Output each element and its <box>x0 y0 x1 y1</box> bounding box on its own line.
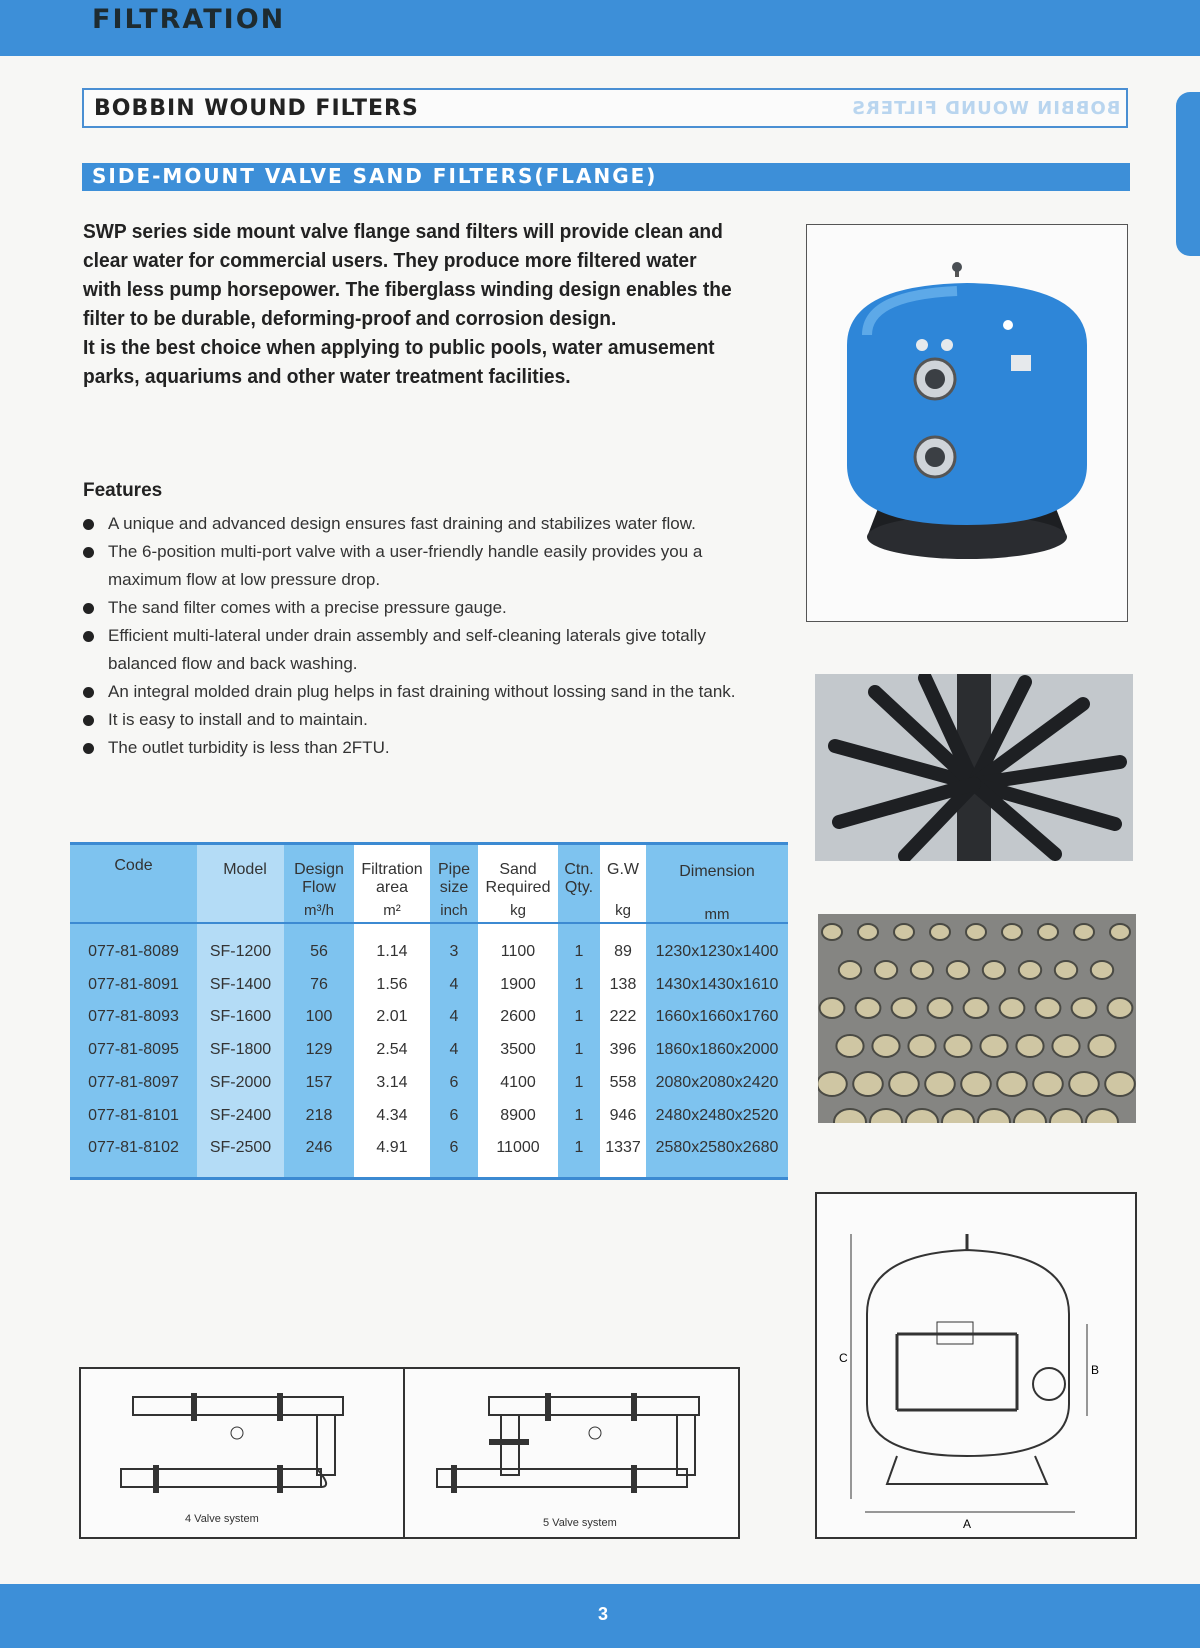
table-row <box>70 1107 788 1139</box>
cell-flow: 100 <box>305 1008 333 1026</box>
cell-area: 4.91 <box>376 1139 408 1157</box>
table-row <box>70 1008 788 1040</box>
table-top-rule <box>70 842 788 845</box>
cell-sand: 8900 <box>500 1106 536 1124</box>
cell-pipe: 3 <box>449 943 459 960</box>
cell-ctn: 1 <box>574 1073 584 1091</box>
features-title: Features <box>83 480 163 501</box>
header-flow-1: Design <box>294 861 344 878</box>
section-box-title <box>82 88 1128 128</box>
table-row <box>70 1139 788 1171</box>
header-pipe-2: size <box>439 879 469 896</box>
cell-gw: 558 <box>609 1073 637 1091</box>
header-ctn-1: Ctn. <box>564 861 594 878</box>
header-gw: G.W <box>607 861 639 878</box>
cell-pipe: 6 <box>449 1139 459 1157</box>
cell-area: 2.01 <box>376 1008 408 1026</box>
cell-area: 1.56 <box>376 975 408 993</box>
subsection-bar <box>82 163 1130 191</box>
cell-pipe: 6 <box>449 1073 459 1091</box>
cell-code: 077-81-8093 <box>88 1008 179 1026</box>
cell-model: SF-1800 <box>209 1041 272 1059</box>
table-row <box>70 976 788 1008</box>
cell-dim: 2480x2480x2520 <box>655 1106 779 1124</box>
lateral-arms-illustration <box>815 674 1133 861</box>
cell-gw: 89 <box>614 943 632 960</box>
cell-area: 2.54 <box>376 1041 408 1059</box>
page-number: 3 <box>598 1604 609 1624</box>
header-area-2: area <box>375 879 409 896</box>
feature-item: The outlet turbidity is less than 2FTU. <box>83 734 763 762</box>
cell-flow: 76 <box>310 975 328 993</box>
feature-item: The sand filter comes with a precise pressure gauge. <box>83 594 763 622</box>
tank-dimension-drawing <box>817 1194 1135 1537</box>
cell-ctn: 1 <box>574 1139 584 1157</box>
cell-pipe: 4 <box>449 1041 459 1059</box>
dim-b-label: B <box>1091 1363 1100 1377</box>
cell-model: SF-2500 <box>209 1139 272 1157</box>
cell-model: SF-1200 <box>209 943 272 960</box>
cell-sand: 2600 <box>500 1008 536 1026</box>
box-title-bleed: BOBBIN WOUND FILTERS <box>850 98 1120 119</box>
cell-sand: 3500 <box>500 1041 536 1059</box>
cell-gw: 138 <box>609 975 637 993</box>
cell-area: 3.14 <box>376 1073 408 1091</box>
page-category-title: FILTRATION <box>92 4 286 35</box>
filter-tank-photo <box>806 224 1128 622</box>
header-gw-unit: kg <box>615 902 631 919</box>
cell-code: 077-81-8089 <box>88 943 179 960</box>
table-row <box>70 1041 788 1073</box>
cell-ctn: 1 <box>574 943 584 960</box>
cell-pipe: 4 <box>449 975 459 993</box>
five-valve-diagram <box>403 1367 740 1539</box>
dimension-diagram <box>815 1192 1137 1539</box>
cell-sand: 1100 <box>500 943 536 960</box>
header-code: Code <box>114 857 153 874</box>
cell-dim: 1230x1230x1400 <box>655 943 779 960</box>
cell-model: SF-1400 <box>209 975 272 993</box>
intro-paragraph-2: It is the best choice when applying to public pools, water amusement parks, aquariums and other water treatment facilities. <box>83 337 715 388</box>
cell-sand: 4100 <box>500 1073 536 1091</box>
table-bottom-rule <box>70 1177 788 1180</box>
dim-a-label: A <box>963 1517 972 1531</box>
cell-sand: 1900 <box>500 975 536 993</box>
cell-gw: 222 <box>609 1008 637 1026</box>
feature-item: The 6-position multi-port valve with a user-friendly handle easily provides you a maximum flow at low pressure drop. <box>83 538 763 594</box>
cell-model: SF-2400 <box>209 1106 272 1124</box>
cell-model: SF-2000 <box>209 1073 272 1091</box>
cell-flow: 246 <box>305 1139 333 1157</box>
footer-bar <box>0 1584 1200 1648</box>
intro-paragraph-1: SWP series side mount valve flange sand filters will provide clean and clear water for commercial users. They produce more filtered water with less pump horsepower. The fiberglass winding design enables the filter to be durable, deforming-proof and corrosion design. <box>83 221 732 330</box>
five-valve-piping-drawing <box>405 1369 738 1509</box>
feature-item: A unique and advanced design ensures fast draining and stabilizes water flow. <box>83 510 763 538</box>
cell-dim: 2080x2080x2420 <box>655 1073 779 1091</box>
cell-dim: 1660x1660x1760 <box>655 1008 779 1026</box>
nozzle-grid-illustration <box>818 914 1136 1123</box>
cell-gw: 946 <box>609 1106 637 1124</box>
lateral-drain-photo <box>815 674 1133 861</box>
four-valve-diagram <box>79 1367 405 1539</box>
cell-ctn: 1 <box>574 975 584 993</box>
spec-table <box>70 842 788 1180</box>
cell-flow: 218 <box>305 1106 333 1124</box>
header-dimension: Dimension <box>679 863 755 880</box>
cell-code: 077-81-8095 <box>88 1041 179 1059</box>
cell-dim: 2580x2580x2680 <box>655 1139 779 1157</box>
four-valve-piping-drawing <box>81 1369 403 1509</box>
cell-ctn: 1 <box>574 1041 584 1059</box>
cell-flow: 157 <box>305 1073 333 1091</box>
cell-pipe: 6 <box>449 1106 459 1124</box>
feature-item: An integral molded drain plug helps in fast draining without lossing sand in the tank. <box>83 678 763 706</box>
cell-dim: 1860x1860x2000 <box>655 1041 779 1059</box>
dim-c-label: C <box>839 1351 848 1365</box>
cell-code: 077-81-8097 <box>88 1073 179 1091</box>
feature-item: Efficient multi-lateral under drain assembly and self-cleaning laterals give totally balanced flow and back washing. <box>83 622 763 678</box>
header-area-1: Filtration <box>361 861 423 878</box>
intro-text <box>83 218 736 392</box>
header-sand-1: Sand <box>499 861 537 878</box>
cell-pipe: 4 <box>449 1008 459 1026</box>
header-area-unit: m² <box>383 902 401 919</box>
header-dim-unit: mm <box>704 906 730 923</box>
cell-dim: 1430x1430x1610 <box>655 975 779 993</box>
header-pipe-1: Pipe <box>437 861 471 878</box>
header-pipe-unit: inch <box>440 902 468 919</box>
header-ctn-2: Qty. <box>564 879 594 896</box>
cell-code: 077-81-8102 <box>88 1139 179 1157</box>
page-edge-tab <box>1176 92 1200 256</box>
box-title-text: BOBBIN WOUND FILTERS <box>94 96 419 121</box>
table-row <box>70 943 788 975</box>
header-model: Model <box>223 861 267 878</box>
table-row <box>70 1074 788 1106</box>
header-sand-unit: kg <box>510 902 526 919</box>
cell-sand: 11000 <box>496 1139 540 1157</box>
cell-gw: 1337 <box>605 1139 641 1157</box>
feature-item: It is easy to install and to maintain. <box>83 706 763 734</box>
header-flow-unit: m³/h <box>304 902 334 919</box>
cell-area: 4.34 <box>376 1106 408 1124</box>
header-flow-2: Flow <box>302 879 336 896</box>
cell-flow: 56 <box>310 943 328 960</box>
cell-ctn: 1 <box>574 1106 584 1124</box>
features-list <box>83 510 763 762</box>
four-valve-caption: 4 Valve system <box>185 1513 259 1525</box>
cell-flow: 129 <box>305 1041 333 1059</box>
filter-tank-illustration <box>807 225 1127 621</box>
header-bar <box>0 0 1200 56</box>
cell-code: 077-81-8091 <box>88 975 179 993</box>
cell-model: SF-1600 <box>209 1008 272 1026</box>
cell-code: 077-81-8101 <box>88 1106 179 1124</box>
cell-ctn: 1 <box>574 1008 584 1026</box>
cell-area: 1.14 <box>376 943 408 960</box>
subsection-title: SIDE-MOUNT VALVE SAND FILTERS(FLANGE) <box>92 164 658 188</box>
cell-gw: 396 <box>609 1041 637 1059</box>
five-valve-caption: 5 Valve system <box>543 1517 617 1529</box>
nozzle-plate-photo <box>818 914 1136 1123</box>
header-sand-2: Required <box>485 879 551 896</box>
